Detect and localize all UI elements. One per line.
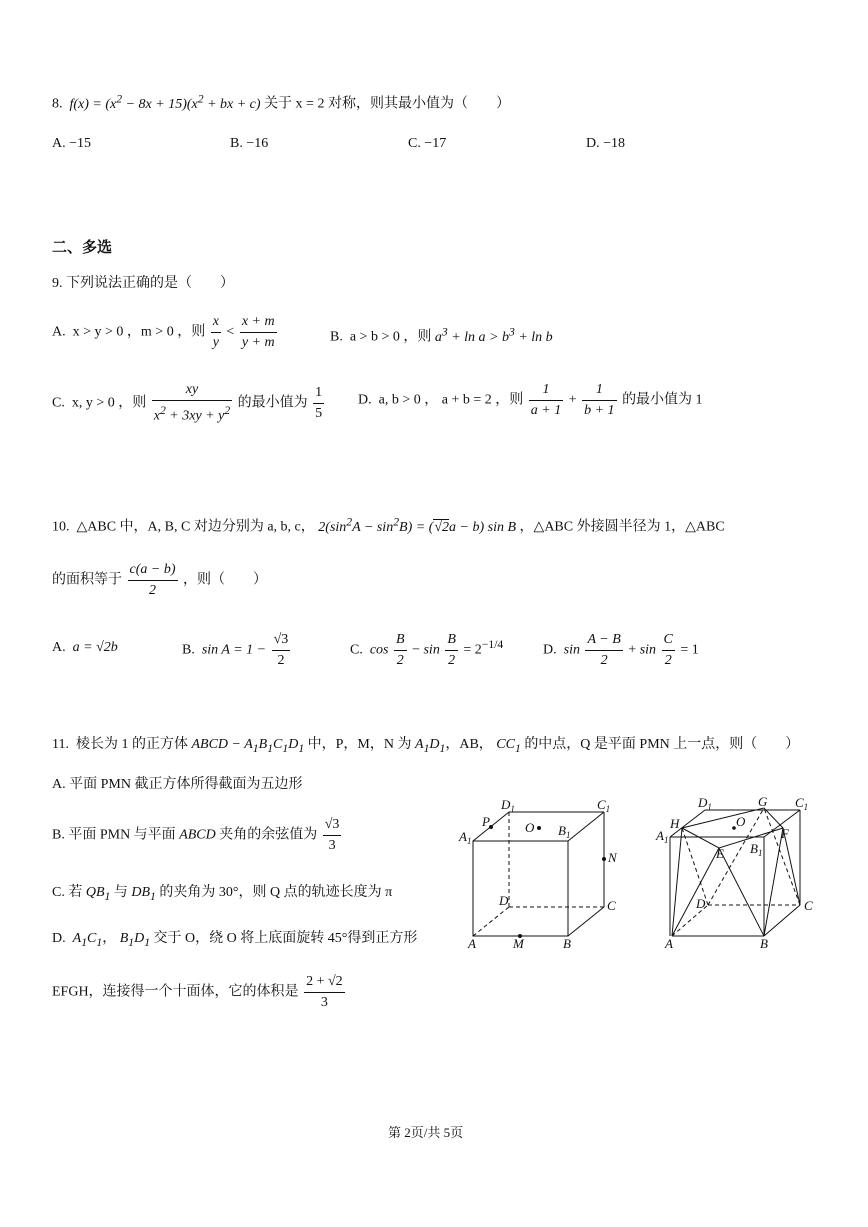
page-footer: 第 2页/共 5页 [388,1125,464,1140]
q11-option-b: B. 平面 PMN 与平面 ABCD 夹角的余弦值为 $\frac{√3}{3}$ [52,817,340,853]
svg-text:C1: $C_1$ [795,795,809,812]
q8-formula: $f(x) = (x^2 - 8x + 15)(x^2$ + bx + c) [66,92,261,112]
q9-option-b: B. a > b > 0 ，则 $a^3 + \ln a > b^3 + \ln b$ [330,325,553,345]
svg-text:A1: $A_1$ [459,829,472,846]
svg-text:A: A [468,936,476,951]
q8-option-d: D. −18 [586,136,626,151]
q10-option-a: A. a = √2b [52,640,118,655]
q10-option-c: C. cos $\frac{B}{2}$ − sin $\frac{B}{2}$ = $2^{-1/4}$ [350,632,504,668]
svg-text:B1: $B_1$ [558,823,571,840]
q8-option-b: B. −16 [230,136,269,151]
q10-line1: 10. △ABC 中，A, B, C 对边分别为 a, b, c， $2(\sin^2A - \sin^2B) = (√2a - b)$ sin B ，△ABC 外接圆半径为 1，△ABC [52,515,725,535]
svg-text:A1: $A_1$ [656,828,669,845]
q11-option-c: C. 若 $QB_1$ 与 $DB_1$ 的夹角为 30°，则 Q 点的轨迹长度为 π [52,885,393,903]
q11-stem: 11. 棱长为 1 的正方体 ABCD − $A_1B_1C_1D_1$ 中，P，M，N 为 $A_1D_1$，AB， $CC_1$ 的中点，Q 是平面 PMN 上一点，则（ ） [52,737,800,755]
svg-text:D1: $D_1$ [501,797,515,814]
svg-text:C: C [607,898,616,913]
svg-text:D1: $D_1$ [698,795,712,812]
svg-text:N: N [608,850,617,865]
svg-text:P: P [482,814,490,829]
svg-text:O: O [736,814,746,829]
q8-option-a: A. −15 [52,136,92,151]
svg-text:C: C [804,898,813,913]
section-title: 二、多选 [52,238,113,256]
svg-text:F: F [781,826,789,841]
svg-text:G: G [758,794,768,809]
svg-text:E: E [716,846,724,861]
q11-option-a: A. 平面 PMN 截正方体所得截面为五边形 [52,777,303,792]
svg-text:C1: $C_1$ [597,797,611,814]
svg-text:B: B [563,936,571,951]
q8-stem [52,92,510,113]
q9-option-a: A. x > y > 0 ，m > 0 ，则 $\frac{x}{y}$ < $\frac{x + m}{y + m}$ [52,314,275,350]
svg-text:B1: $B_1$ [750,841,763,858]
q11-option-d-cont: EFGH，连接得一个十面体，它的体积是 $\frac{2 + √2}{3}$ [52,974,343,1010]
svg-text:O: O [525,820,535,835]
q10-line2: 的面积等于 $\frac{c(a - b)}{2}$ ，则（ ） [52,562,267,598]
q8-option-c: C. −17 [408,136,447,151]
svg-text:D: D [499,893,509,908]
svg-text:H: H [670,816,680,831]
svg-text:M: M [513,936,524,951]
svg-text:D: D [696,896,706,911]
q9-option-d: D. a, b > 0 ， a + b = 2 ，则 $\frac{1}{a + 1}$ + $\frac{1}{b + 1}$ 的最小值为 1 [358,382,703,418]
q9-stem: 9. 下列说法正确的是（ ） [52,276,234,291]
q8-number: 8. [52,96,63,112]
q8-stem-text: 关于 x = 2 对称，则其最小值为（ ） [264,96,510,112]
q9-option-c: C. x, y > 0 ，则 $\frac{xy}{x^2 + 3xy + y^2}$ 的最小值为 $\frac{1}{5}$ [52,382,323,424]
cube-figure [455,792,630,952]
q11-option-d: D. $A_1C_1$， $B_1D_1$ 交于 O，绕 O 将上底面旋转 45°得到正方形 [52,931,418,949]
q10-option-b: B. sin A = 1 − $\frac{√3}{2}$ [182,632,289,668]
svg-text:A: A [665,936,673,951]
svg-text:B: B [760,936,768,951]
decahedron-figure [650,790,825,955]
q10-option-d: D. sin $\frac{A - B}{2}$ + sin $\frac{C}{2}$ = 1 [543,632,699,668]
